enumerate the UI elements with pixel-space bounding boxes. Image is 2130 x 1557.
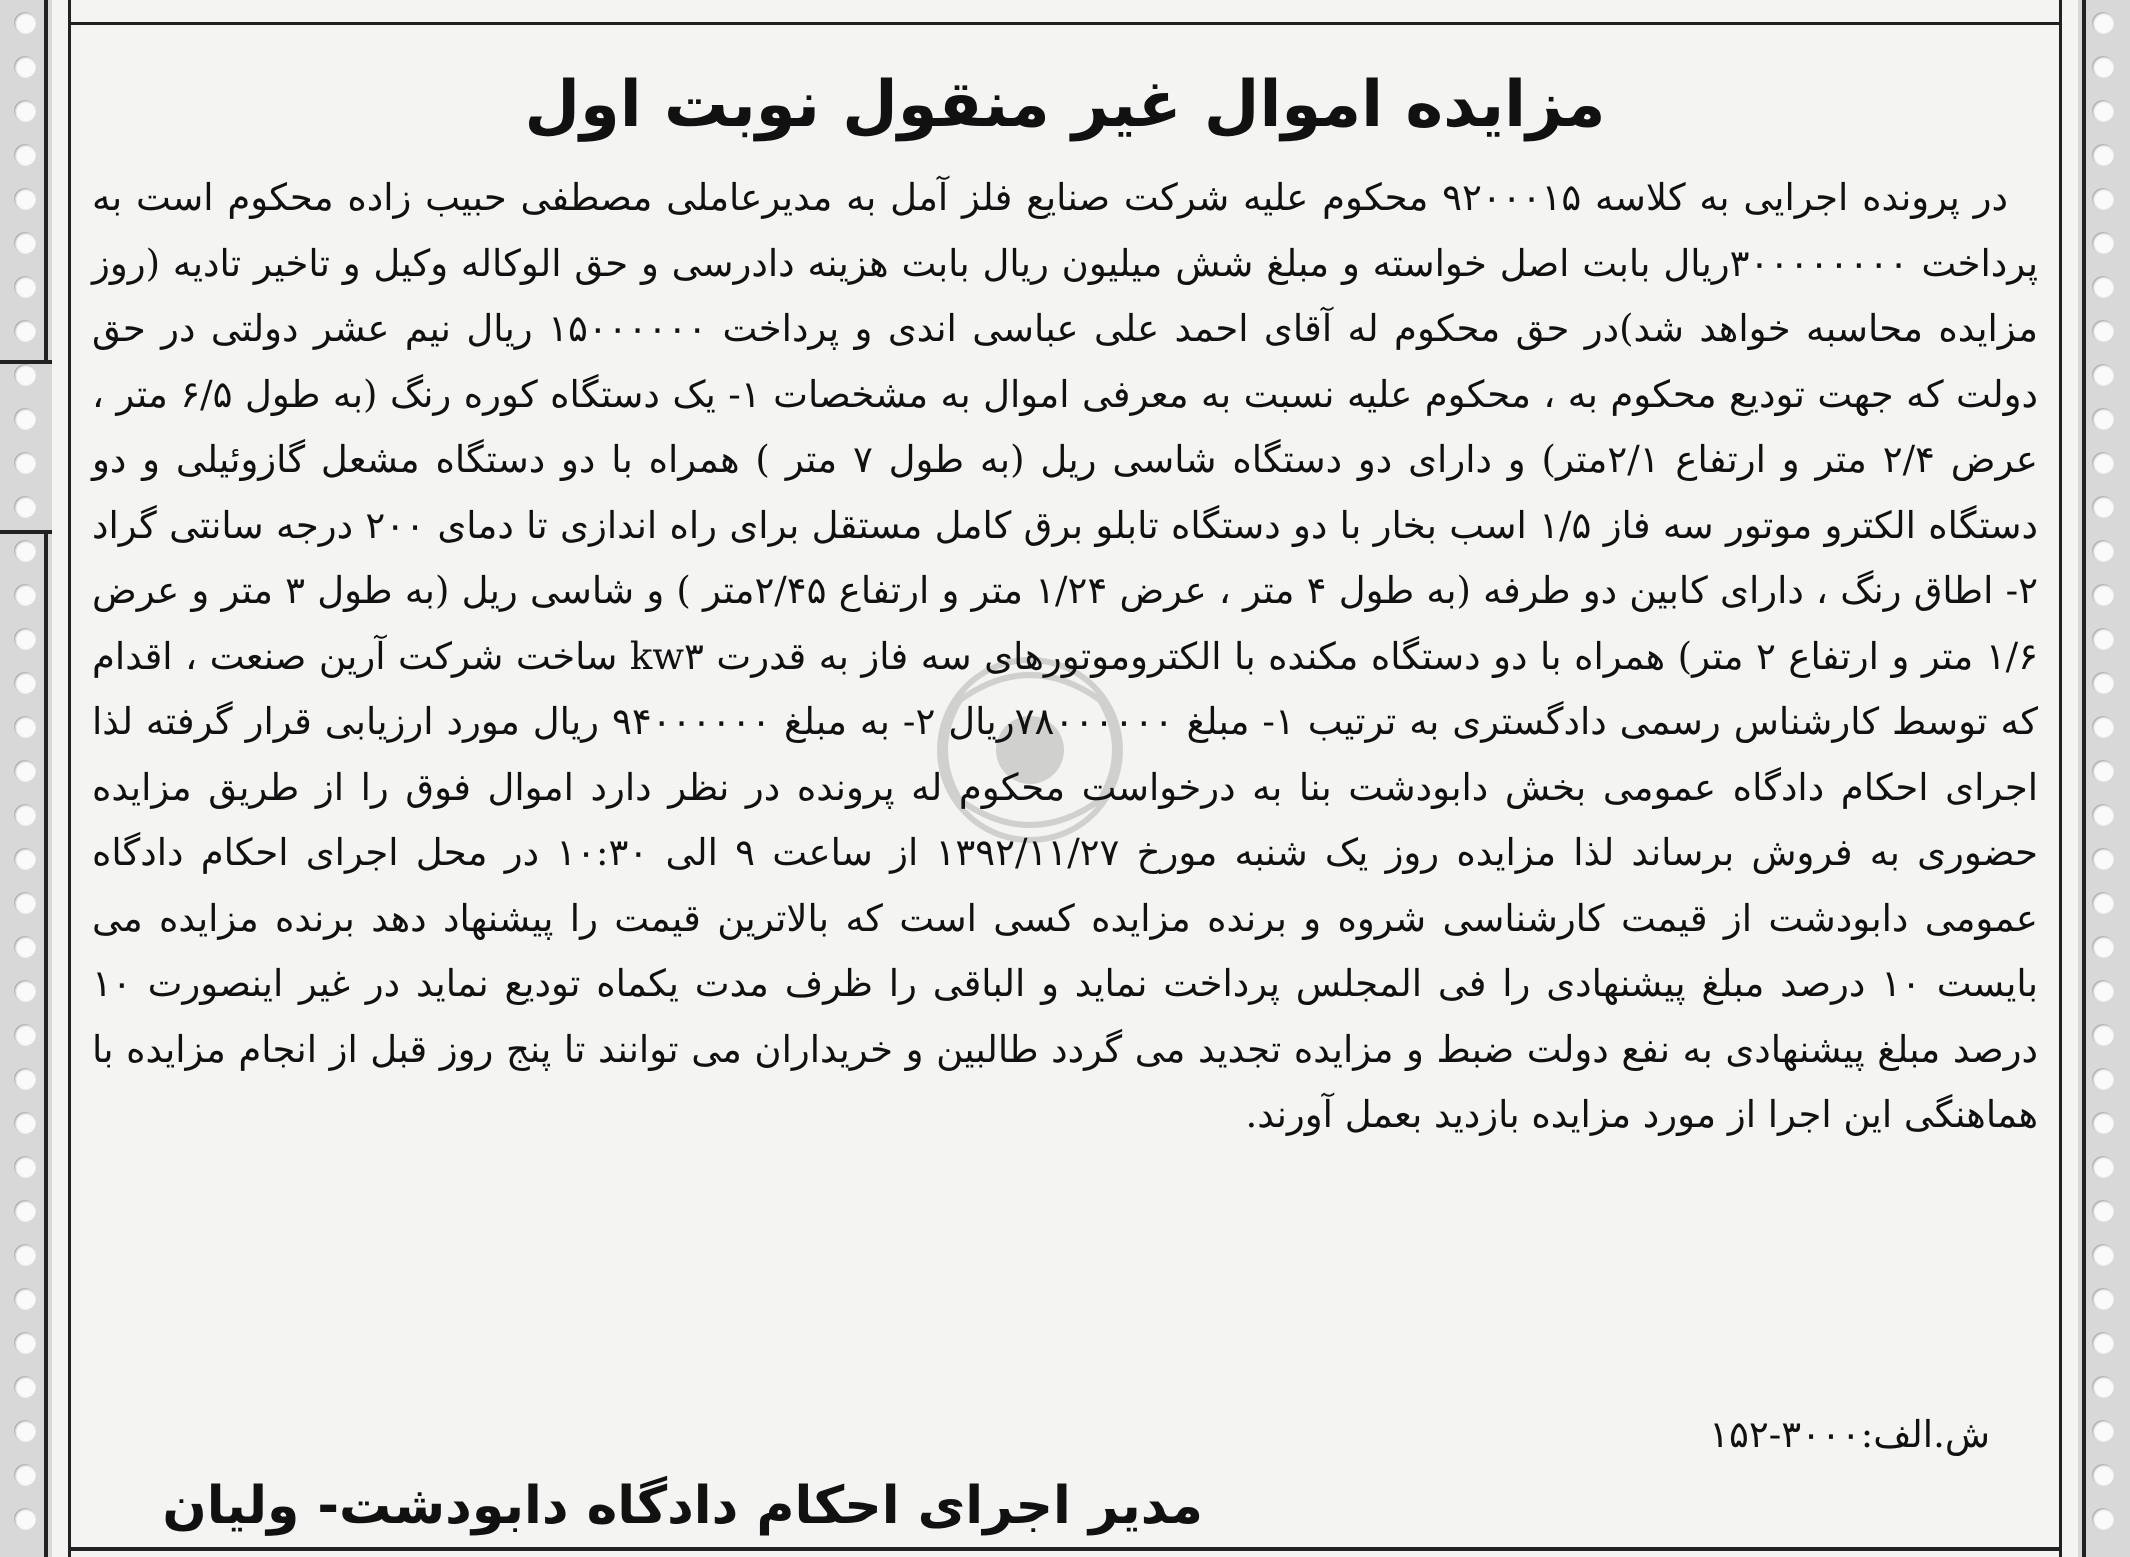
perforation-hole — [14, 848, 36, 870]
perforation-hole — [14, 540, 36, 562]
perforation-hole — [2092, 496, 2114, 518]
perforation-hole — [14, 496, 36, 518]
perforation-hole — [14, 1112, 36, 1134]
perforation-hole — [2092, 1024, 2114, 1046]
perforation-hole — [14, 584, 36, 606]
perforation-hole — [2092, 1464, 2114, 1486]
perforation-hole — [2092, 628, 2114, 650]
bottom-rule — [68, 1547, 2062, 1551]
perforation-hole — [14, 760, 36, 782]
perforation-hole — [14, 232, 36, 254]
perforation-hole — [14, 716, 36, 738]
perforation-hole — [14, 56, 36, 78]
perforation-hole — [2092, 56, 2114, 78]
perforation-hole — [14, 276, 36, 298]
perforation-hole — [14, 1244, 36, 1266]
perforation-hole — [14, 672, 36, 694]
perforation-hole — [2092, 936, 2114, 958]
perforation-hole — [14, 188, 36, 210]
perforation-hole — [2092, 892, 2114, 914]
top-rule — [68, 22, 2062, 25]
perforation-hole — [14, 100, 36, 122]
perforation-hole — [2092, 584, 2114, 606]
perforation-hole — [2092, 364, 2114, 386]
perforation-hole — [2092, 1288, 2114, 1310]
perforation-hole — [2092, 276, 2114, 298]
perforation-hole — [2092, 1156, 2114, 1178]
perforation-hole — [14, 1332, 36, 1354]
perforation-hole — [2092, 672, 2114, 694]
perforation-hole — [14, 1288, 36, 1310]
perforation-hole — [14, 452, 36, 474]
perforation-hole — [14, 1508, 36, 1530]
perforation-hole — [14, 628, 36, 650]
perforation-hole — [2092, 320, 2114, 342]
perforation-hole — [2092, 980, 2114, 1002]
perforation-hole — [2092, 1244, 2114, 1266]
perforation-hole — [14, 12, 36, 34]
perforation-hole — [14, 408, 36, 430]
perforation-hole — [2092, 1508, 2114, 1530]
left-border-bar — [44, 0, 48, 360]
left-perforated-strip — [0, 0, 52, 1557]
perforation-hole — [14, 364, 36, 386]
perforation-hole — [14, 1068, 36, 1090]
perforation-hole — [2092, 848, 2114, 870]
perforation-hole — [14, 1024, 36, 1046]
perforation-hole — [14, 804, 36, 826]
perforation-hole — [2092, 232, 2114, 254]
perforation-hole — [14, 1376, 36, 1398]
perforation-hole — [2092, 540, 2114, 562]
perforation-hole — [14, 1156, 36, 1178]
perforation-hole — [2092, 804, 2114, 826]
perforation-hole — [2092, 144, 2114, 166]
right-border-bar — [2082, 0, 2086, 1557]
notice-body-paragraph: در پرونده اجرایی به کلاسه ۹۲۰۰۰۱۵ محکوم علیه شرکت صنایع فلز آمل به مدیرعاملی مصطفی حبیب زاده محکوم است به پرداخت ۳۰۰۰۰۰۰۰۰ریال بابت اصل خواسته و مبلغ شش میلیون ریال بابت هزینه دادرسی و حق الوکاله وکیل و تاخیر تادیه (روز مزایده محاسبه خواهد شد)در حق محکوم له آقای احمد علی عباسی اندی و پرداخت ۱۵۰۰۰۰۰۰ ریال نیم عشر دولتی در حق دولت که جهت توديع محکوم به ، محکوم علیه نسبت به معرفی اموال به مشخصات ۱- یک دستگاه کوره رنگ (به طول ۶/۵ متر ، عرض ۲/۴ متر و ارتفاع ۲/۱متر) و دارای دو دستگاه شاسی ریل (به طول ۷ متر ) همراه با دو دستگاه مشعل گازوئیلی و دو دستگاه الکترو موتور سه فاز ۱/۵ اسب بخار با دو دستگاه تابلو برق کامل مستقل برای راه اندازی تا دمای ۲۰۰ درجه سانتی گراد ۲- اطاق رنگ ، دارای کابین دو طرفه (به طول ۴ متر ، عرض ۱/۲۴ متر و ارتفاع ۲/۴۵متر ) و شاسی ریل (به طول ۳ متر و عرض ۱/۶ متر و ارتفاع ۲ متر) همراه با دو دستگاه مکنده با الکتروموتورهای سه فاز به قدرت kw۳ ساخت شرکت آرین صنعت ، اقدام که توسط کارشناس رسمی دادگستری به ترتیب ۱- مبلغ ۷۸۰۰۰۰۰۰ریال ۲- به مبلغ ۹۴۰۰۰۰۰۰ ریال مورد ارزیابی قرار گرفته لذا اجرای احکام دادگاه عمومی بخش دابودشت بنا به درخواست محکوم له پرونده در نظر دارد اموال فوق را از طریق مزایده حضوری به فروش برساند لذا مزایده روز یک شنبه مورخ ۱۳۹۲/۱۱/۲۷ از ساعت ۹ الی ۱۰:۳۰ در محل اجرای احکام دادگاه عمومی دابودشت از قیمت کارشناسی شروه و برنده مزایده کسی است که بالاترین قیمت را پیشنهاد دهد برنده مزایده می بایست ۱۰ درصد مبلغ پیشنهادی را فی المجلس پرداخت نماید و الباقی را ظرف مدت یکماه توديع نماید در غیر اینصورت ۱۰ درصد مبلغ پیشنهادی به نفع دولت ضبط و مزایده تجدید می گردد طالبین و خریداران می توانند تا پنج روز قبل از انجام مزایده با هماهنگی این اجرا از مورد مزایده بازدید بعمل آورند. — [92, 176, 2039, 1136]
signature-line: مدیر اجرای احکام دادگاه دابودشت- ولیان — [162, 1476, 1203, 1536]
perforation-hole — [14, 1420, 36, 1442]
perforation-hole — [2092, 188, 2114, 210]
perforation-hole — [2092, 1112, 2114, 1134]
perforation-hole — [2092, 1068, 2114, 1090]
perforation-hole — [14, 1464, 36, 1486]
notice-body — [92, 165, 2038, 1148]
perforation-hole — [14, 1200, 36, 1222]
reference-number: ش.الف:۳۰۰۰-۱۵۲ — [1709, 1413, 1990, 1456]
perforation-hole — [14, 980, 36, 1002]
perforation-hole — [2092, 12, 2114, 34]
perforation-hole — [2092, 716, 2114, 738]
notice-title: مزایده اموال غیر منقول نوبت اول — [524, 68, 1606, 142]
perforation-hole — [2092, 1376, 2114, 1398]
perforation-hole — [2092, 760, 2114, 782]
perforation-hole — [2092, 100, 2114, 122]
perforation-hole — [2092, 1332, 2114, 1354]
perforation-hole — [14, 892, 36, 914]
right-perforated-strip — [2078, 0, 2130, 1557]
perforation-hole — [2092, 452, 2114, 474]
perforation-hole — [14, 144, 36, 166]
perforation-hole — [2092, 1420, 2114, 1442]
perforation-hole — [2092, 1200, 2114, 1222]
left-border-bar — [44, 530, 48, 1557]
perforation-hole — [14, 936, 36, 958]
perforation-hole — [2092, 408, 2114, 430]
perforation-hole — [14, 320, 36, 342]
